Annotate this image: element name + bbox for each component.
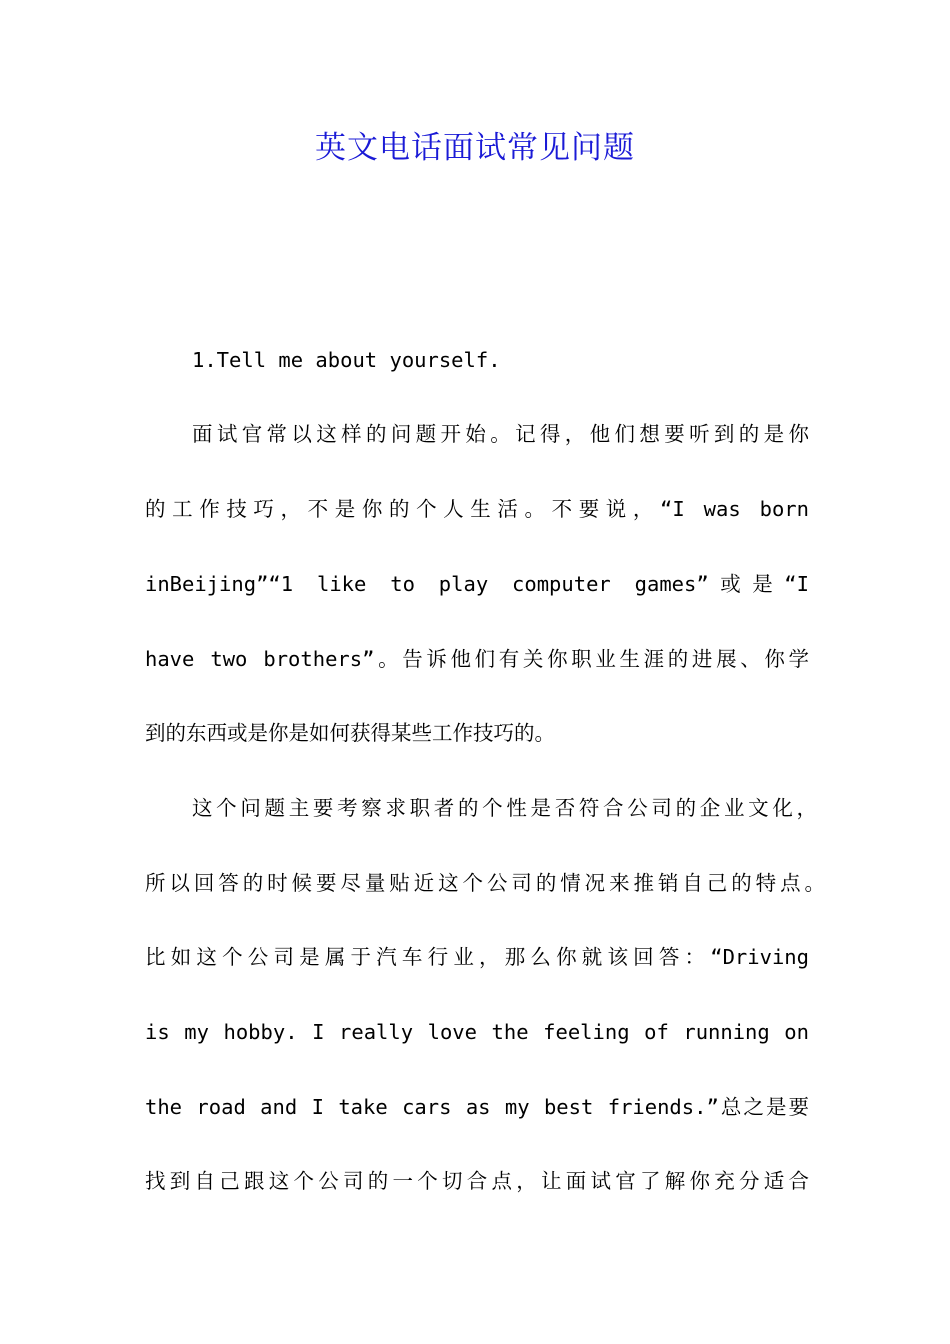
paragraph-line: the road and I take cars as my best friends.”总之是要: [145, 1095, 809, 1119]
paragraph-line: 所以回答的时候要尽量贴近这个公司的情况来推销自己的特点。: [145, 871, 825, 895]
paragraph-line: have two brothers”。告诉他们有关你职业生涯的进展、你学: [145, 647, 809, 671]
document-title: 英文电话面试常见问题: [315, 130, 635, 166]
paragraph-line: 面试官常以这样的问题开始。记得，他们想要听到的是你: [192, 422, 809, 446]
paragraph-line: 的工作技巧，不是你的个人生活。不要说，“I was born: [145, 497, 809, 521]
paragraph-line: 这个问题主要考察求职者的个性是否符合公司的企业文化，: [192, 796, 817, 820]
paragraph-line: is my hobby. I really love the feeling of running on: [145, 1020, 809, 1044]
question-heading: 1.Tell me about yourself.: [192, 348, 501, 372]
paragraph-line: 比如这个公司是属于汽车行业，那么你就该回答：“Driving: [145, 945, 809, 969]
paragraph-line: inBeijing”“1 like to play computer games”或是“I: [145, 572, 809, 596]
paragraph-line: 找到自己跟这个公司的一个切合点，让面试官了解你充分适合: [145, 1169, 809, 1193]
paragraph-line: 到的东西或是你是如何获得某些工作技巧的。: [145, 721, 555, 745]
